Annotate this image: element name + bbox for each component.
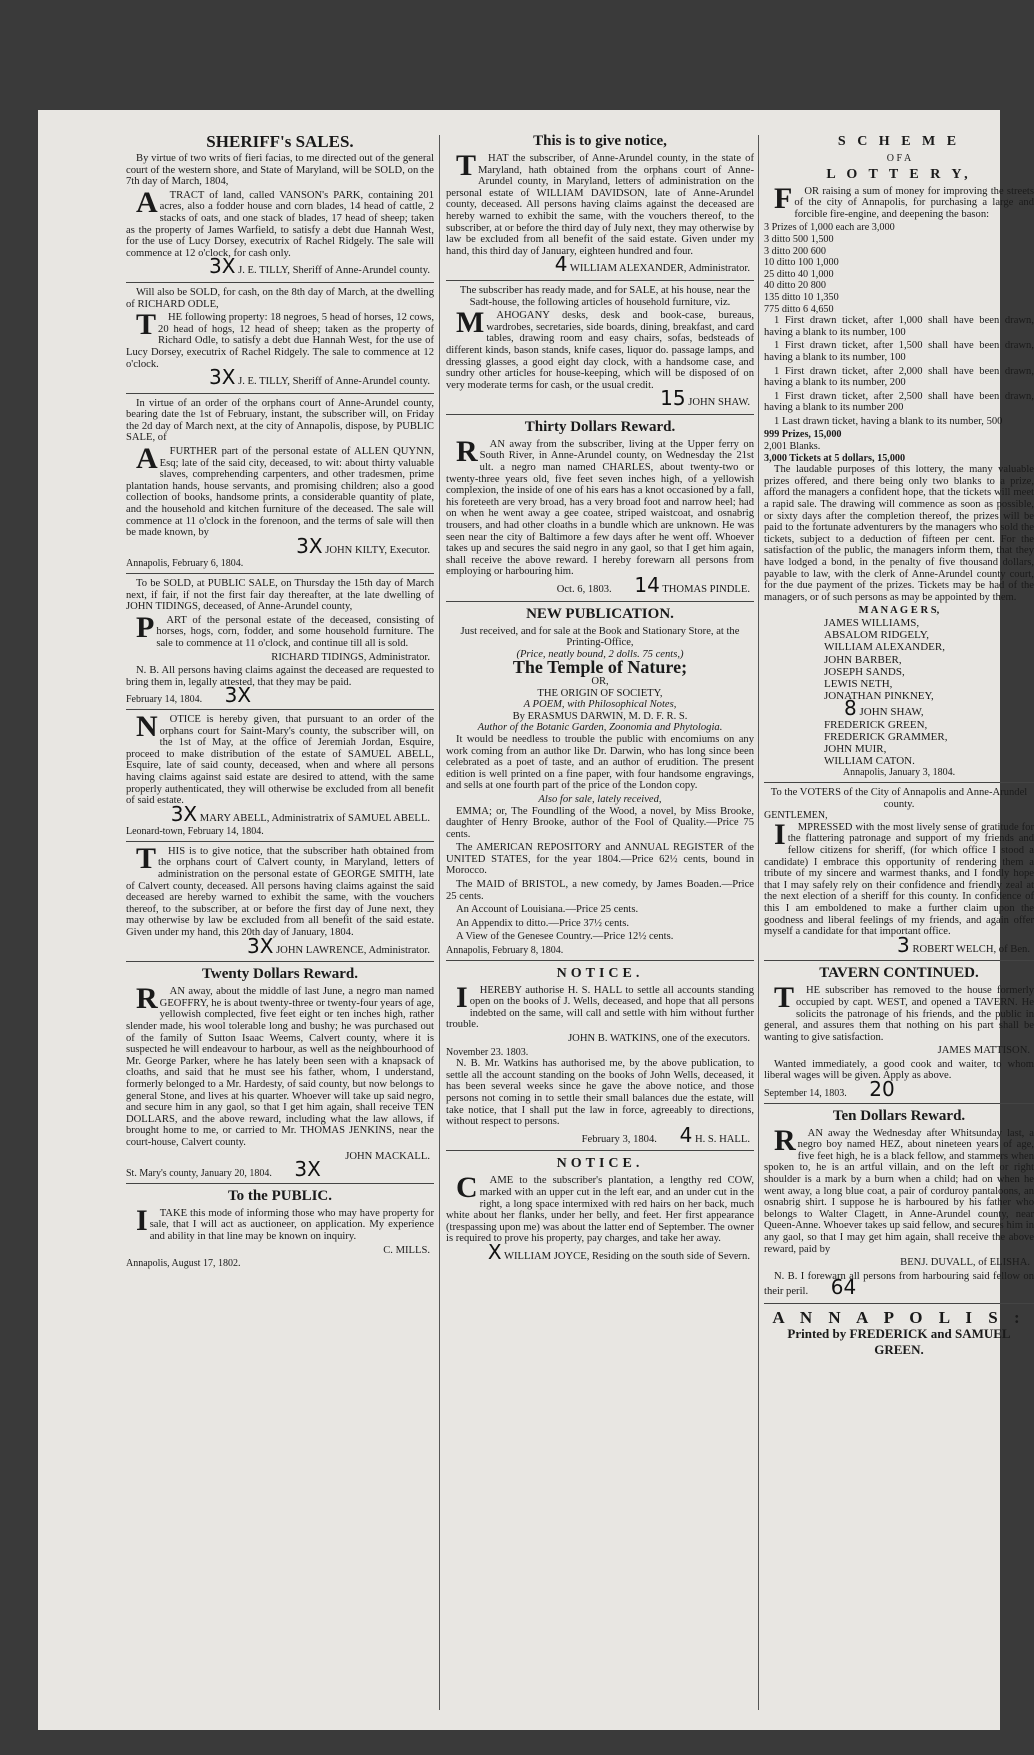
prize-row: 40 ditto 20 800 [764, 280, 826, 292]
hez-reward-ad [764, 1108, 1034, 1304]
ad-signature: THOMAS PINDLE. [662, 584, 750, 595]
ad-title: SHERIFF's SALES. [206, 132, 354, 151]
manager-name: FREDERICK GRAMMER, [824, 730, 948, 743]
manager-name: JOHN MUIR, [824, 743, 887, 755]
column-1 [126, 132, 434, 1720]
book-item: EMMA; or, The Foundling of the Wood, a novel, by Miss Brooke, daughter of Henry Brooke, author of the Fool of Quality.—Price 75 cents. [446, 805, 754, 840]
total-row: 2,001 Blanks. [764, 441, 821, 453]
davidson-notice-ad [446, 133, 754, 281]
ad-title: This is to give notice, [533, 133, 667, 149]
manager-name: ABSALOM RIDGELY, [824, 629, 930, 642]
column-rule [439, 135, 440, 1710]
ad-body: THE subscriber has removed to the house formerly occupied by capt. WEST, and opened a TAVERN. He solicits the patronage of his friends, and the public in general, and assures them that nothing on his part shall be wanting to give satisfaction. [764, 981, 1034, 1043]
lottery-scheme-ad [764, 133, 1034, 783]
ad-body: RAN away, about the middle of last June, a negro man named GEOFFRY, he is about twenty-three or twenty-four years of age, yellowish complected, five feet eight or ten inches high, rather slender made, his wool tolerable long and bushy; he was purchased out of the family of Sutton Isaac Weems, Calvert county, where it is suspected he will endeavour to harbour, as well as the neighbourhood of Mr. George Parker, where he has lately been seen with a knapsack of cloaths, and said that he must see his father, whom, I understand, formerly belonged to a Mr. Hardesty, of said county, but now belongs to general Stone, and lives at his quarter. Whoever will take up said negro, and secure him in any gaol, so that I get him again, shall receive TEN DOLLARS, and the above reward, including what the law allows, if brought home to me, or carried to Mr. THOMAS JENKINS, near the court-house, Calvert county. [126, 982, 434, 1148]
ad-intro: To be SOLD, at PUBLIC SALE, on Thursday the 15th day of March next, if fair, if not the first fair day thereafter, at the late dwelling of JOHN TIDINGS, deceased, of Anne-Arundel county, [126, 578, 434, 613]
printer-imprint [764, 1307, 1034, 1358]
quynn-estate-ad [126, 398, 434, 574]
salutation: GENTLEMEN, [764, 810, 828, 822]
book-item: The AMERICAN REPOSITORY and ANNUAL REGISTER of the UNITED STATES, for the year 1804.—Price 62½ cents, bound in Morocco. [446, 842, 754, 877]
ad-title: TAVERN CONTINUED. [819, 965, 979, 982]
ad-signature: H. S. HALL. [694, 1133, 750, 1145]
handwritten-mark: 3 [897, 932, 910, 957]
ad-intro: In virtue of an order of the orphans court of Anne-Arundel county, bearing date the 1st of February, instant, the subscriber will, on Friday the 2d day of March next, at the city of Annapolis, dispose, by PUBLIC SALE, of [126, 397, 434, 444]
prize-row: 3 ditto 500 1,500 [764, 233, 834, 245]
ad-body: IHEREBY authorise H. S. HALL to settle all accounts standing open on the books of J. Wells, deceased, and hope that all persons indebted on the same, will call and settle with him without further trouble. [446, 980, 754, 1031]
tidings-sale-ad [126, 578, 434, 710]
managers-title: M A N A G E R S, [858, 605, 940, 617]
draw-row: 1 First drawn ticket, after 2,000 shall have been drawn, having a blank to its number, 200 [764, 365, 1034, 389]
book-poem-line: A POEM, with Philosophical Notes, [523, 699, 677, 711]
ad-title: Ten Dollars Reward. [832, 1107, 966, 1124]
ad-title: NEW PUBLICATION. [526, 605, 674, 622]
hall-notice-ad [446, 965, 754, 1152]
handwritten-mark: 14 [634, 573, 660, 597]
ad-title: S C H E M E [837, 134, 961, 149]
ad-body: NOTICE is hereby given, that pursuant to an order of the orphans court for Saint-Mary's county, the subscriber will, on the 1st of May, at the office of Jeremiah Jordan, Esquire, proceed to make distribution of the estate of SAMUEL ABELL, Esquire, late of said county, deceased, when and where all persons having claims against said estate are desired to attend, with the same properly authenticated, they will otherwise be excluded from all benefit of said estate. [126, 709, 434, 807]
ad-signature: BENJ. DUVALL, of ELISHA. [900, 1257, 1030, 1269]
ad-signature: JOHN SHAW. [688, 397, 750, 409]
charles-reward-ad [446, 419, 754, 602]
handwritten-mark: 8 [844, 696, 857, 721]
handwritten-mark: 3X [209, 365, 236, 390]
newspaper-page [38, 110, 1034, 1730]
ad-title: To the PUBLIC. [227, 1187, 333, 1204]
ad-signature: MARY ABELL, Administratrix of SAMUEL ABELL. [199, 812, 430, 824]
manager-name: WILLIAM ALEXANDER, [824, 641, 945, 654]
book-item: An Account of Louisiana.—Price 25 cents. [456, 904, 639, 916]
geoffry-reward-ad [126, 966, 434, 1184]
ad-date: Annapolis, February 8, 1804. [446, 945, 564, 957]
book-price: (Price, neatly bound, 2 dolls. 75 cents,) [516, 648, 684, 660]
ad-note: N. B. All persons having claims against the deceased are requested to bring them in, legally attested, that they may be paid. [126, 665, 434, 688]
handwritten-mark: 20 [869, 1077, 895, 1102]
handwritten-mark: 3X [224, 683, 252, 708]
manager-name: JOSEPH SANDS, [824, 665, 905, 678]
ad-signature: WILLIAM JOYCE, Residing on the south side of Severn. [504, 1250, 750, 1262]
book-author: By ERASMUS DARWIN, M. D. F. R. S. [512, 710, 688, 722]
column-3 [764, 132, 1034, 1720]
ad-date: February 3, 1804. [581, 1133, 657, 1145]
book-item: An Appendix to ditto.—Price 37½ cents. [456, 917, 630, 929]
ad-signature: JAMES MATTISON. [937, 1045, 1030, 1057]
also-for-sale: Also for sale, lately received, [538, 793, 662, 805]
prize-row: 10 ditto 100 1,000 [764, 257, 839, 269]
ad-title: NOTICE. [556, 965, 644, 981]
ad-title: NOTICE. [556, 1156, 644, 1172]
ad-signature: J. E. TILLY, Sheriff of Anne-Arundel county. [238, 376, 430, 388]
prize-row: 3 ditto 200 600 [764, 245, 826, 257]
imprint-line: GREEN. [874, 1341, 924, 1357]
new-publication-ad [446, 606, 754, 961]
ad-note: N. B. I forewarn all persons from harbouring said fellow on their peril. [764, 1270, 1034, 1298]
ad-title: Thirty Dollars Reward. [524, 418, 676, 435]
public-auction-ad [126, 1188, 434, 1273]
scheme-of: O F A [886, 153, 912, 164]
handwritten-mark: 3X [246, 933, 274, 958]
book-author-credits: Author of the Botanic Garden, Zoonomia and Phytologia. [477, 722, 723, 734]
ad-signature: WILLIAM ALEXANDER, Administrator. [569, 263, 750, 275]
imprint-line: Printed by FREDERICK and SAMUEL [787, 1325, 1011, 1341]
ad-signature: C. MILLS. [383, 1244, 430, 1256]
draw-row: 1 Last drawn ticket, having a blank to its number, 500 [774, 415, 1003, 427]
ad-body: MAHOGANY desks, desk and book-case, bureaus, wardrobes, secretaries, side boards, dining, breakfast, and card tables, drawing room and easy chairs, sofas, bedsteads of different kinds, bason stands, knife cases, liquor do. passage lamps, and dressing glasses, a good eight day clock, with a handsome case, and sundry other articles for house-keeping, which will be disposed of on very moderate terms for cash, or the usual credit. [446, 306, 754, 391]
ad-signature: JOHN B. WATKINS, one of the executors. [568, 1033, 750, 1044]
ad-body: RAN away from the subscriber, living at the Upper ferry on South River, in Anne-Arundel county, on Wednesday the 21st ult. a negro man named CHARLES, about twenty-two or twenty-three years old, five feet seven inches high, of a yellowish complexion, the inside of one of his ears has a knot occasioned by a fall, his foreteeth are very broad, has a very broad foot and narrow heel; had on when he went away a gee coatee, striped waistcoat, and osnabrig trousers, and had other cloaths in a bundle which are unknown. He was seen near the city of Baltimore a few days after he went off. Whoever takes up and secures the said negro in any gaol, so that I get him again, shall receive the above reward. I hereby forewarn all persons from employing or harbouring him. [446, 434, 754, 578]
ad-date: Annapolis, February 6, 1804. [126, 558, 244, 570]
cow-notice-ad [446, 1155, 754, 1267]
ad-note: N. B. Mr. Watkins has authorised me, by the above publication, to settle all the account standing on the books of John Wells, deceased, it has been several weeks since he gave the above notice, and those persons not coming in to settle their small balances due the estate, will take notice, that I shall put the law in force, agreeably to directions, without respect to persons. [446, 1058, 754, 1128]
book-or: OR, [591, 675, 609, 687]
prize-row: 135 ditto 10 1,350 [764, 291, 839, 303]
ad-body: PART of the personal estate of the deceased, consisting of horses, hogs, corn, fodder, and some household furniture. The sale to commence at 11 o'clock, and continue till all is sold. [136, 610, 434, 649]
ad-signature: JOHN KILTY, Executor. [325, 544, 430, 556]
smith-notice-ad [126, 841, 434, 962]
manager-name: JONATHAN PINKNEY, [824, 690, 934, 703]
imprint-city: A N N A P O L I S : [772, 1307, 1026, 1327]
manager-name: LEWIS NETH, [824, 677, 893, 690]
handwritten-mark: 4 [554, 252, 568, 277]
ad-date: Leonard-town, February 14, 1804. [126, 826, 264, 838]
column-2 [446, 132, 754, 1720]
book-title: The Temple of Nature; [512, 657, 688, 678]
manager-name: JOHN SHAW, [859, 706, 924, 719]
ad-intro: To the VOTERS of the City of Annapolis and Anne-Arundel county. [770, 787, 1028, 810]
lottery-title: L O T T E R Y, [826, 166, 972, 182]
manager-name: FREDERICK GREEN, [824, 718, 928, 731]
ad-body: THE following property: 18 negroes, 5 head of horses, 12 cows, 20 head of hogs, 12 head of sheep; taken as the property of Richard Odle, to satisfy a debt due Hannah West, for the use of Lucy Dorsey, executrix of Rachel Ridgely. The sale to commence at 12 o'clock. [126, 308, 434, 370]
ad-note: Wanted immediately, a good cook and waiter, to whom liberal wages will be given. Apply as above. [764, 1058, 1034, 1082]
ad-body: It would be needless to trouble the public with encomiums on any work coming from an author like Dr. Darwin, who has long since been celebrated as a poet of taste, and an author of erudition. The present edition is well printed on a fine paper, with four handsome engravings, and sells at one fourth part of the price of the London copy. [446, 733, 754, 792]
ad-signature: JOHN MACKALL. [345, 1150, 430, 1162]
manager-name: WILLIAM CATON. [824, 755, 915, 768]
ad-title: Twenty Dollars Reward. [202, 966, 358, 983]
ad-intro: Just received, and for sale at the Book and Stationary Store, at the Printing-Office, [460, 625, 740, 649]
handwritten-mark: 3X [296, 533, 323, 558]
prize-row: 3 Prizes of 1,000 each are 3,000 [764, 222, 895, 234]
abell-notice-ad [126, 709, 434, 842]
handwritten-mark: X [487, 1239, 502, 1264]
ad-body: RAN away the Wednesday after Whitsunday last, a negro boy named HEZ, about nineteen years of age, five feet high, he is a black fellow, and stammers when spoken to, he is an artful villain, and on the left or right shoulder is a mark by a burn when a child; had on when he went away, a long blue coat, a pair of corduroy pantaloons, an osnabrig shirt. I suppose he is harboured by his father who belongs to Walter Clagett, in Anne-Arundel county, near Queen-Anne. Whoever takes up said fellow, and secures him in any gaol, so that I may get him again, shall receive the above reward, paid by [764, 1123, 1034, 1255]
ad-body: FOR raising a sum of money for improving the streets of the city of Annapolis, for purchasing a large and forcible fire-engine, and deepening the bason: [774, 181, 1034, 220]
ad-signature: RICHARD TIDINGS, Administrator. [271, 651, 430, 663]
book-subtitle: THE ORIGIN OF SOCIETY, [537, 687, 663, 699]
ad-date: Annapolis, August 17, 1802. [126, 1258, 241, 1270]
draw-row: 1 First drawn ticket, after 2,500 shall have been drawn, having a blank to its number 200 [764, 390, 1034, 414]
ad-date: February 14, 1804. [126, 694, 203, 706]
ad-body: CAME to the subscriber's plantation, a lengthy red COW, marked with an upper cut in the left ear, and an under cut in the right, a long space intermixed with red hairs on her back, much white about her flanks, under her belly, and feet. Her first appearance (trespassing upon me) was about the latter end of September. The owner is required to prove his property, pay charges, and take her away. [446, 1171, 754, 1245]
ad-intro: The subscriber has ready made, and for SALE, at his house, near the Sadt-house, the following articles of household furniture, viz. [459, 284, 751, 308]
draw-row: 1 First drawn ticket, after 1,500 shall have been drawn, having a blank to its number, 100 [764, 340, 1034, 363]
handwritten-mark: 3X [209, 254, 236, 279]
ad-intro: By virtue of two writs of fieri facias, to me directed out of the general court of the western shore, and State of Maryland, will be SOLD, on the 7th day of March, 1804, [126, 153, 434, 188]
manager-name: JOHN BARBER, [824, 653, 902, 666]
prize-row: 775 ditto 6 4,650 [764, 303, 834, 315]
handwritten-mark: 3X [170, 801, 198, 826]
handwritten-mark: 3X [294, 1157, 321, 1182]
ad-body: THIS is to give notice, that the subscriber hath obtained from the orphans court of Calvert county, in Maryland, letters of administration on the personal estate of GEORGE SMITH, late of Calvert county, deceased. All persons having claims against the said deceased are hereby warned to exhibit the same, with the vouchers thereof, to the subscriber, at or before the first day of June next, they may otherwise by law be excluded from all benefit of the said estate. Given under my hand, this 20th day of January, 1804. [126, 841, 434, 939]
prize-row: 25 ditto 40 1,000 [764, 268, 834, 280]
ad-signature: ROBERT WELCH, of Ben. [912, 943, 1030, 955]
column-rule [758, 135, 759, 1710]
total-row: 999 Prizes, 15,000 [764, 429, 842, 441]
ad-body: ATRACT of land, called VANSON's PARK, containing 201 acres, also a fodder house and corn blades, 14 head of cattle, 2 stacks of oats, and one stack of blades, 17 head of sheep; taken as the property of James Warfield, to satisfy a debt due Hannah West, for the use of Lucy Dorsey, executrix of Rachel Ridgely. The sale will commence at 12 o'clock, for cash only. [126, 185, 434, 259]
ad-body-2: The laudable purposes of this lottery, the many valuable prizes offered, and there being only two blanks to a prize, afford the managers a confident hope, that the tickets will meet a rapid sale. The drawing will commence as soon as possible, or sixty days after the completion thereof, the prizes will be paid to the fortunate adventurers by the managers who sold the tickets, subject to a deduction of fifteen per cent. For the satisfaction of the public, the managers inform them, that they have lodged a bond, in the penalty of five thousand dollars, payable to law, with the clerk of Anne-Arundel county court, for the due payment of the prizes. Tickets may be had of the managers, or of such persons as may be appointed by them. [764, 464, 1034, 603]
ad-signature: JOHN LAWRENCE, Administrator. [276, 944, 430, 956]
tavern-ad [764, 965, 1034, 1103]
manager-name: JAMES WILLIAMS, [824, 616, 920, 629]
ad-date: Annapolis, January 3, 1804. [842, 767, 956, 779]
total-row: 3,000 Tickets at 5 dollars, 15,000 [764, 452, 906, 464]
ad-signature: J. E. TILLY, Sheriff of Anne-Arundel county. [238, 265, 430, 277]
ad-body: ITAKE this mode of informing those who may have property for sale, that I will act as auctioneer, on application. My experience and ability in that line may be known on inquiry. [136, 1203, 434, 1242]
book-item: The MAID of BRISTOL, a new comedy, by James Boaden.—Price 25 cents. [446, 879, 754, 902]
odle-sale-ad [126, 287, 434, 394]
ad-date: September 14, 1803. [764, 1088, 847, 1100]
ad-intro: Will also be SOLD, for cash, on the 8th day of March, at the dwelling of RICHARD ODLE, [126, 286, 434, 310]
handwritten-mark: 4 [679, 1122, 693, 1147]
ad-date: November 23. 1803. [446, 1046, 529, 1058]
handwritten-mark: 15 [660, 386, 686, 411]
draw-row: 1 First drawn ticket, after 1,000 shall have been drawn, having a blank to its number, 100 [764, 315, 1034, 338]
ad-body: THAT the subscriber, of Anne-Arundel county, in the state of Maryland, hath obtained from the orphans court of Anne-Arundel county, in Maryland, letters of administration on the personal estate of WILLIAM DAVIDSON, late of Anne-Arundel county, deceased. All persons having claims against the deceased are hereby warned to exhibit the same, with the vouchers thereof, to the subscriber, at or before the third day of July next, they may otherwise by law be excluded from all benefit of the said estate. Given under my hand, this third day of January, eighteen hundred and four. [446, 149, 754, 257]
ad-body: AFURTHER part of the personal estate of ALLEN QUYNN, Esq; late of the said city, deceased, to wit: about thirty valuable slaves, comprehending carpenters, and other tradesmen, prime plantation hands, house servants, and promising children; also a good collection of books, handsome prints, a considerable quantity of plate, and the household and kitchen furniture of the deceased. The sale will commence at 11 o'clock in the forenoon, and the terms of sale will then be made known, by [126, 442, 434, 539]
book-item: A View of the Genesee Country.—Price 12½ cents. [456, 931, 674, 943]
handwritten-mark: 64 [830, 1275, 857, 1300]
ad-date: St. Mary's county, January 20, 1804. [126, 1168, 272, 1180]
ad-date: Oct. 6, 1803. [556, 584, 612, 595]
sheriff-sales-ad [126, 133, 434, 283]
shaw-furniture-ad [446, 285, 754, 415]
ad-body: IMPRESSED with the most lively sense of gratitude for the flattering patronage and support of my friends and fellow citizens for sheriff, (for which office I stood a candidate) I embrace this opportunity of rendering them a tribute of my sincere and warmest thanks, and I fondly hope that I may safely rely on their confidence and friendly zeal at the next election of a sheriff for this county. In confidence of this I am emboldened to make a further claim upon the goodness and liberal feelings of my friends, and again offer myself a candidate for that important office. [764, 817, 1034, 938]
welch-voters-ad [764, 787, 1034, 961]
